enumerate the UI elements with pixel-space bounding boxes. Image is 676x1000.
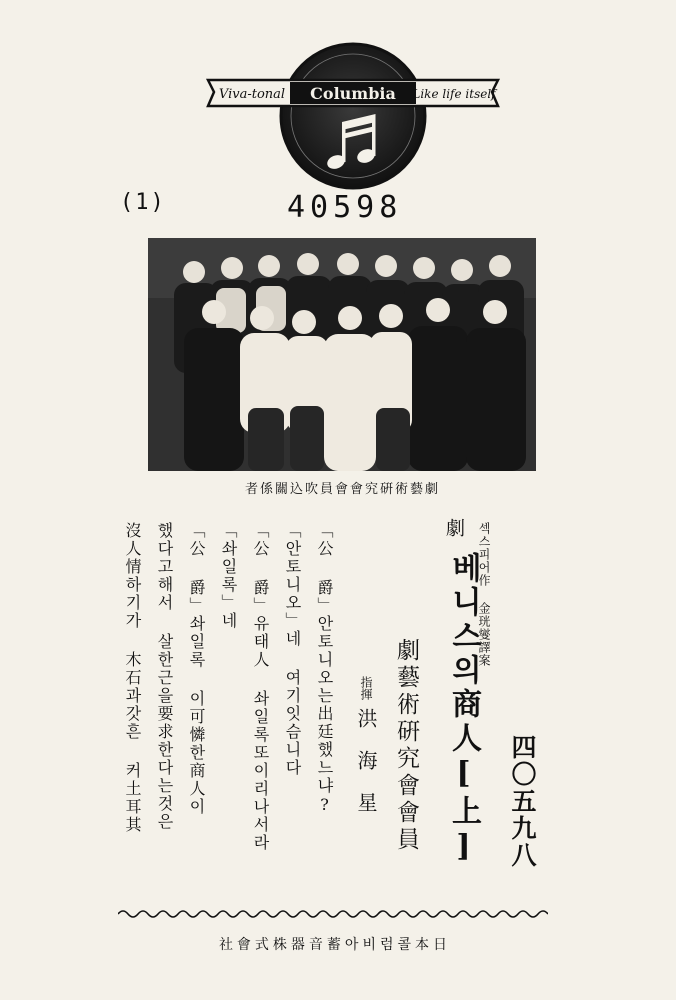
dialogue-line: 「솨일록」네: [219, 522, 238, 630]
logo-brand-text: Columbia: [310, 84, 396, 103]
author-credit: 섹스피어作 金珖燮譯案: [477, 522, 491, 667]
group-photo: [148, 238, 536, 471]
photo-caption: 劇藝術硏究會會員吹込關係者: [244, 482, 440, 497]
performer-credit: 劇藝術硏究會會員: [393, 638, 419, 854]
record-number: 40598: [287, 190, 403, 225]
director-label: 指揮: [359, 676, 373, 700]
drama-label: 劇: [443, 518, 465, 537]
main-title: 베니스의商人[上]: [446, 552, 481, 868]
dialogue-line: 「안토니오」네 여기잇슴니다: [283, 522, 302, 777]
dialogue-line: 「公 爵」유태人 솨일록또이리나서라: [251, 522, 270, 852]
catalog-number-kanji: 四〇五九八: [508, 734, 537, 869]
columbia-logo: [200, 34, 506, 194]
side-number: (1): [120, 190, 166, 215]
dialogue-line: 했다고해서 살한근을要求한다는것은: [155, 522, 174, 831]
dialogue-line: 沒人情하기가 木石과갓흔 커土耳其: [123, 522, 142, 834]
director-name: 洪海星: [354, 708, 378, 834]
wavy-divider: [118, 908, 548, 920]
logo-right-text: Like life itself: [412, 87, 496, 101]
publisher-footer: 日本콜럼비아蓄音器株式會社: [218, 937, 452, 953]
logo-left-text: Viva-tonal: [218, 87, 286, 102]
dialogue-line: 「公 爵」솨일록 이可憐한商人이: [187, 522, 206, 816]
dialogue-line: 「公 爵」안토니오는出廷했느냐?: [315, 522, 334, 816]
